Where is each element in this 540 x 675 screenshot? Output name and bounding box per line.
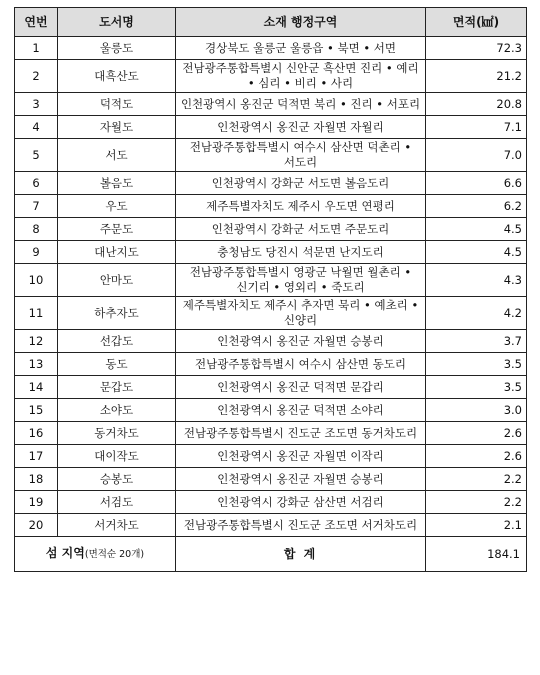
island-area: 3.5 [426,353,527,376]
island-name: 소야도 [58,399,176,422]
island-name: 대난지도 [58,241,176,264]
island-area: 4.3 [426,264,527,297]
table-row [15,37,527,60]
island-area: 4.5 [426,218,527,241]
island-area: 72.3 [426,37,527,60]
row-num: 10 [15,264,58,297]
table-row [15,297,527,330]
island-name: 덕적도 [58,93,176,116]
table-row [15,445,527,468]
island-region: 전남광주통합특별시 여수시 삼산면 덕촌리 • 서도리 [176,139,426,172]
row-num: 16 [15,422,58,445]
island-region: 인천광역시 옹진군 덕적면 문갑리 [176,376,426,399]
island-region: 경상북도 울릉군 울릉읍 • 북면 • 서면 [176,37,426,60]
table-row [15,514,527,537]
island-name: 자월도 [58,116,176,139]
table-header [15,8,527,37]
island-name: 서거차도 [58,514,176,537]
row-num: 15 [15,399,58,422]
table-row [15,422,527,445]
total-row [15,537,527,572]
table-row [15,491,527,514]
footer-label-note: (면적순 20개) [84,549,145,560]
island-area: 4.2 [426,297,527,330]
table-row [15,330,527,353]
table-row [15,195,527,218]
island-name: 선갑도 [58,330,176,353]
island-area: 7.1 [426,116,527,139]
island-area: 3.5 [426,376,527,399]
island-name: 대흑산도 [58,60,176,93]
island-area-table [14,7,527,572]
row-num: 11 [15,297,58,330]
island-region: 전남광주통합특별시 여수시 삼산면 동도리 [176,353,426,376]
row-num: 6 [15,172,58,195]
table-row [15,353,527,376]
island-region: 인천광역시 강화군 삼산면 서검리 [176,491,426,514]
header-area: 면적(㎢) [426,8,527,37]
row-num: 17 [15,445,58,468]
island-region: 인천광역시 강화군 서도면 주문도리 [176,218,426,241]
row-num: 13 [15,353,58,376]
island-name: 하추자도 [58,297,176,330]
island-region: 전남광주통합특별시 영광군 낙월면 월촌리 • 신기리 • 영외리 • 죽도리 [176,264,426,297]
table-row [15,241,527,264]
header-region: 소재 행정구역 [176,8,426,37]
island-region: 인천광역시 옹진군 자월면 승봉리 [176,330,426,353]
island-name: 안마도 [58,264,176,297]
island-region: 충청남도 당진시 석문면 난지도리 [176,241,426,264]
row-num: 20 [15,514,58,537]
island-area: 7.0 [426,139,527,172]
row-num: 9 [15,241,58,264]
table-row [15,93,527,116]
header-num: 연번 [15,8,58,37]
island-name: 문갑도 [58,376,176,399]
island-area: 2.1 [426,514,527,537]
island-region: 인천광역시 옹진군 덕적면 북리 • 진리 • 서포리 [176,93,426,116]
table-row [15,264,527,297]
table-row [15,116,527,139]
island-area: 4.5 [426,241,527,264]
island-region: 인천광역시 강화군 서도면 볼음도리 [176,172,426,195]
header-row [15,8,527,37]
island-region: 전남광주통합특별시 진도군 조도면 서거차도리 [176,514,426,537]
island-area: 2.2 [426,468,527,491]
island-region: 전남광주통합특별시 신안군 흑산면 진리 • 예리 • 심리 • 비리 • 사리 [176,60,426,93]
header-name: 도서명 [58,8,176,37]
table-row [15,468,527,491]
table-row [15,60,527,93]
island-area: 2.2 [426,491,527,514]
table-footer [15,537,527,572]
row-num: 12 [15,330,58,353]
island-name: 대이작도 [58,445,176,468]
island-area: 20.8 [426,93,527,116]
row-num: 4 [15,116,58,139]
row-num: 7 [15,195,58,218]
footer-label-cell [15,537,176,572]
row-num: 14 [15,376,58,399]
island-name: 승봉도 [58,468,176,491]
table-row [15,399,527,422]
island-region: 인천광역시 옹진군 자월면 이작리 [176,445,426,468]
island-region: 제주특별자치도 제주시 우도면 연평리 [176,195,426,218]
island-area: 6.2 [426,195,527,218]
island-area: 6.6 [426,172,527,195]
row-num: 3 [15,93,58,116]
island-name: 주문도 [58,218,176,241]
row-num: 2 [15,60,58,93]
island-area: 21.2 [426,60,527,93]
table-row [15,376,527,399]
row-num: 5 [15,139,58,172]
row-num: 1 [15,37,58,60]
table-row [15,218,527,241]
row-num: 8 [15,218,58,241]
row-num: 19 [15,491,58,514]
island-region: 인천광역시 옹진군 자월면 승봉리 [176,468,426,491]
island-name: 우도 [58,195,176,218]
row-num: 18 [15,468,58,491]
island-area: 3.0 [426,399,527,422]
island-name: 서검도 [58,491,176,514]
island-name: 울릉도 [58,37,176,60]
footer-total-value: 184.1 [426,537,527,572]
island-name: 볼음도 [58,172,176,195]
table-row [15,139,527,172]
table-row [15,172,527,195]
island-name: 서도 [58,139,176,172]
island-area: 2.6 [426,422,527,445]
footer-total-label-cell [176,537,426,572]
footer-total-label: 합 계 [283,546,318,561]
island-area: 3.7 [426,330,527,353]
table-body [15,37,527,537]
island-name: 동거차도 [58,422,176,445]
island-region: 전남광주통합특별시 진도군 조도면 동거차도리 [176,422,426,445]
island-name: 동도 [58,353,176,376]
island-region: 제주특별자치도 제주시 추자면 묵리 • 예초리 • 신양리 [176,297,426,330]
island-region: 인천광역시 옹진군 덕적면 소야리 [176,399,426,422]
island-region: 인천광역시 옹진군 자월면 자월리 [176,116,426,139]
island-area: 2.6 [426,445,527,468]
footer-label-main: 섬 지역 [45,546,85,560]
